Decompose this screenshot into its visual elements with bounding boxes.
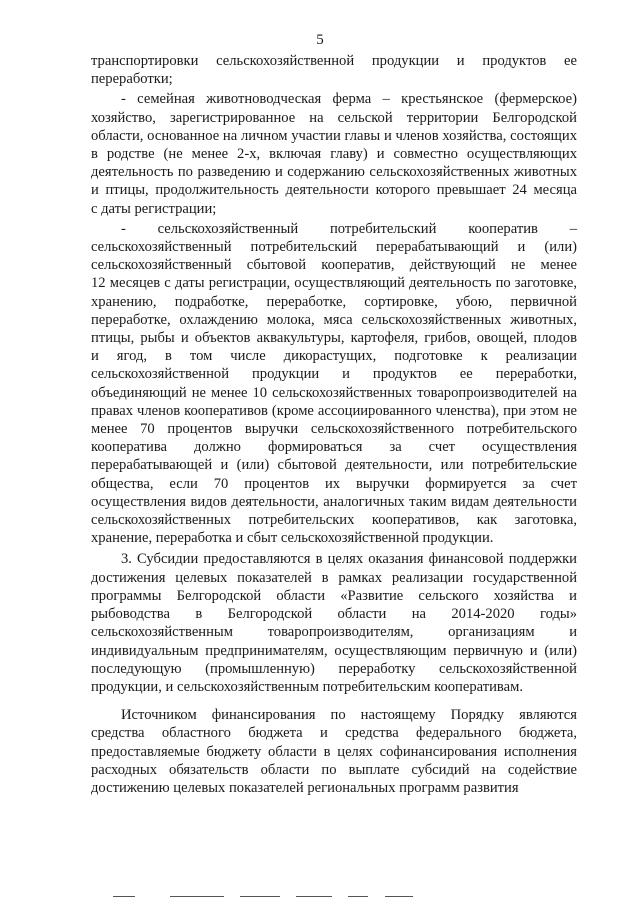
- text-line: продукции, и сельскохозяйственным потребительским кооперативам.: [91, 678, 523, 695]
- text-line: 3. Субсидии предоставляются в целях оказания финансовой поддержки: [121, 551, 577, 568]
- text-line: средства областного бюджета и средства федерального бюджета,: [91, 725, 577, 742]
- text-line: в родстве (не менее 2-х, включая главу) и совместно осуществляющих: [91, 146, 577, 163]
- paragraph-funding-source: [91, 706, 577, 797]
- text-line: сельскохозяйственной продукции и продуктов ее переработки,: [91, 366, 577, 383]
- paragraph-transport-continuation: [91, 52, 577, 88]
- paragraph-family-farm: [91, 90, 577, 217]
- text-line: хранению, подработке, переработке, сортировке, убою, первичной: [91, 293, 577, 310]
- text-line: индивидуальным предпринимателям, осуществляющим первичную и (или): [91, 642, 577, 659]
- text-line: хозяйство, зарегистрированное на сельской территории Белгородской: [91, 109, 577, 126]
- text-line: достижения целевых показателей в рамках реализации государственной: [91, 569, 577, 586]
- text-line: деятельность по разведению и содержанию сельскохозяйственных животных: [91, 164, 577, 181]
- text-line: 12 месяцев с даты регистрации, осуществляющий деятельность по заготовке,: [91, 275, 577, 292]
- text-line: менее 70 процентов выручки сельскохозяйственного потребительского: [91, 421, 577, 438]
- text-line: с даты регистрации;: [91, 200, 217, 217]
- text-line: программы Белгородской области «Развитие сельского хозяйства и: [91, 587, 577, 604]
- text-line: Источником финансирования по настоящему Порядку являются: [121, 707, 577, 724]
- text-line: хранение, переработка и сбыт сельскохозяйственной продукции.: [91, 530, 494, 547]
- text-line: достижению целевых показателей региональных программ развития: [91, 779, 519, 796]
- text-line: кооператива должно формироваться за счет осуществления: [91, 439, 577, 456]
- text-line: и птицы, продолжительность деятельности которого превышает 24 месяца: [91, 182, 577, 199]
- text-line: сельскохозяйственный потребительский перерабатывающий и (или): [91, 239, 577, 256]
- text-line: сельскохозяйственных потребительских кооперативов, как заготовка,: [91, 512, 577, 529]
- text-line: перерабатывающей и (или) сбытовой деятельности, или потребительские: [91, 457, 577, 474]
- text-line: переработке, охлаждению молока, мяса сельскохозяйственных животных,: [91, 311, 577, 328]
- text-line: транспортировки сельскохозяйственной продукции и продуктов ее: [91, 53, 577, 69]
- text-line: правах членов кооперативов (кроме ассоциированного членства), при этом не: [91, 402, 577, 419]
- text-line: общества, если 70 процентов их выручки формируется за счет: [91, 475, 577, 492]
- text-line: - семейная животноводческая ферма – крестьянское (фермерское): [121, 91, 577, 108]
- text-line: последующую (промышленную) переработку сельскохозяйственной: [91, 660, 577, 677]
- text-line: птицы, рыбы и объектов аквакультуры, картофеля, грибов, овощей, плодов: [91, 330, 577, 347]
- text-line: осуществления видов деятельности, аналогичных таким видам деятельности: [91, 493, 577, 510]
- text-line: области, основанное на личном участии главы и членов хозяйства, состоящих: [91, 127, 577, 144]
- text-line: расходных обязательств области по выплате субсидий на содействие: [91, 761, 577, 778]
- text-line: - сельскохозяйственный потребительский кооператив –: [121, 220, 577, 237]
- document-body: [91, 52, 577, 797]
- text-line: и ягод, в том числе дикорастущих, подготовке к реализации: [91, 348, 577, 365]
- text-line: переработки;: [91, 71, 173, 88]
- page-number: 5: [316, 32, 324, 48]
- footer-scan-marks: [0, 893, 640, 899]
- paragraph-agri-cooperative: [91, 220, 577, 548]
- text-line: объединяющий не менее 10 сельскохозяйственных товаропроизводителей на: [91, 384, 577, 401]
- text-line: предоставляемые бюджету области в целях софинансирования исполнения: [91, 743, 577, 760]
- paragraph-subsidy-purpose: [91, 550, 577, 696]
- text-line: рыбоводства в Белгородской области на 2014-2020 годы»: [91, 606, 577, 623]
- text-line: сельскохозяйственный сбытовой кооператив, действующий не менее: [91, 257, 577, 274]
- text-line: сельскохозяйственным товаропроизводителям, организациям и: [91, 624, 577, 641]
